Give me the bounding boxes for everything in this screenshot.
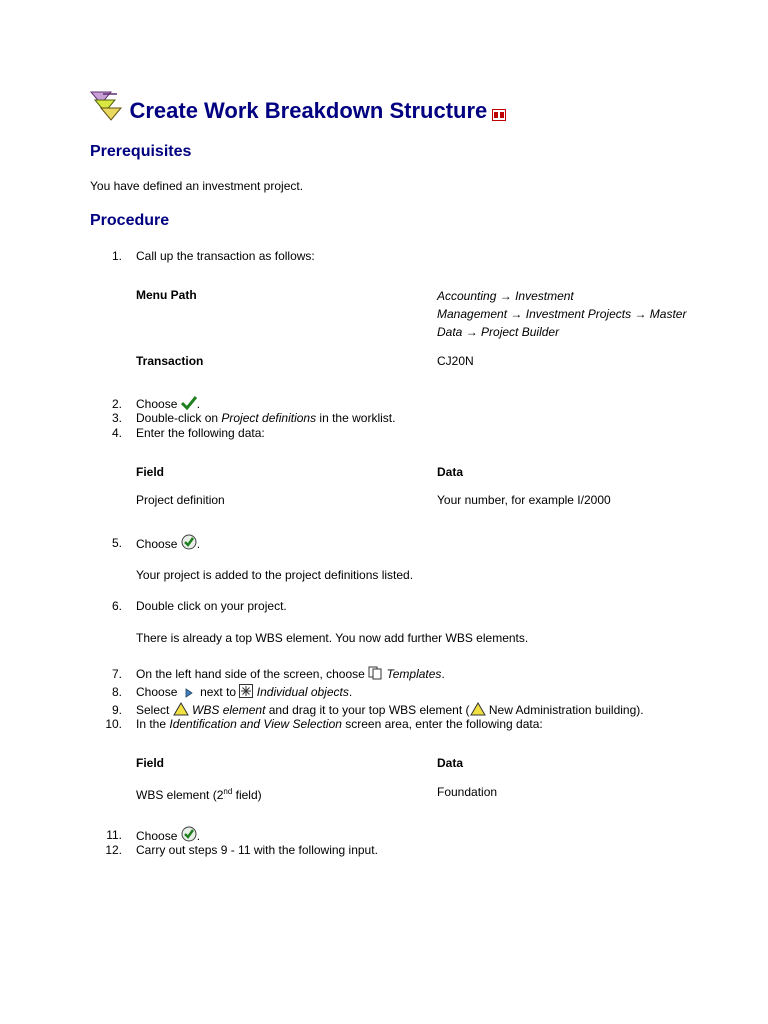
step-6-note: There is already a top WBS element. You now add further WBS elements. [136,631,529,645]
step-number: 6. [111,599,122,613]
step-number: 9. [111,703,122,717]
menu-path-line-1: Accounting → Investment [437,289,574,303]
step-12-text: Carry out steps 9 - 11 with the following input. [136,843,378,857]
prerequisites-text: You have defined an investment project. [90,179,304,193]
step-9-text: Select WBS element and drag it to your top WBS element ( New Administration building). [136,701,644,721]
templates-icon[interactable] [368,666,383,685]
step-6-text: Double click on your project. [136,599,287,613]
step-4-text: Enter the following data: [136,426,265,440]
step-8-text: Choose next to Individual objects. [136,683,352,703]
field-header: Field [136,465,165,479]
sap-demo-icon[interactable] [492,108,506,126]
step-11-text: Choose . [136,826,200,847]
data-cell: Your number, for example I/2000 [437,493,611,507]
prerequisites-heading: Prerequisites [90,143,192,160]
data-header: Data [437,756,464,770]
step-number: 4. [111,426,122,440]
continue-icon[interactable] [181,534,197,555]
step-number: 8. [111,685,122,699]
field-header: Field [136,756,165,770]
procedure-heading: Procedure [90,212,170,229]
step-number: 10. [105,717,122,731]
step-5-note: Your project is added to the project definitions listed. [136,568,414,582]
data-cell: Foundation [437,785,498,799]
field-cell: Project definition [136,493,225,507]
step-number: 1. [111,249,122,263]
menu-path-line-2: Management → Investment Projects → Master [437,307,687,321]
step-5-text: Choose . [136,534,200,555]
menu-path-label: Menu Path [136,288,197,302]
data-header: Data [437,465,464,479]
step-number: 3. [111,411,122,425]
step-number: 7. [111,667,122,681]
step-3-text: Double-click on Project definitions in the worklist. [136,411,396,425]
step-number: 12. [105,843,122,857]
page-title: Create Work Breakdown Structure [129,98,488,123]
step-1-text: Call up the transaction as follows: [136,249,315,263]
step-number: 11. [106,828,122,842]
step-10-text: In the Identification and View Selection screen area, enter the following data: [136,717,543,731]
transaction-value: CJ20N [437,354,474,368]
field-cell: WBS element (2nd field) [136,787,262,802]
transaction-label: Transaction [136,354,204,368]
step-number: 2. [111,397,122,411]
step-2-text: Choose . [136,395,200,415]
wbs-logo-icon [89,90,125,129]
title-row [89,90,506,129]
step-number: 5. [111,536,122,550]
menu-path-line-3: Data → Project Builder [437,325,560,339]
step-7-text: On the left hand side of the screen, choose Templates. [136,665,445,685]
